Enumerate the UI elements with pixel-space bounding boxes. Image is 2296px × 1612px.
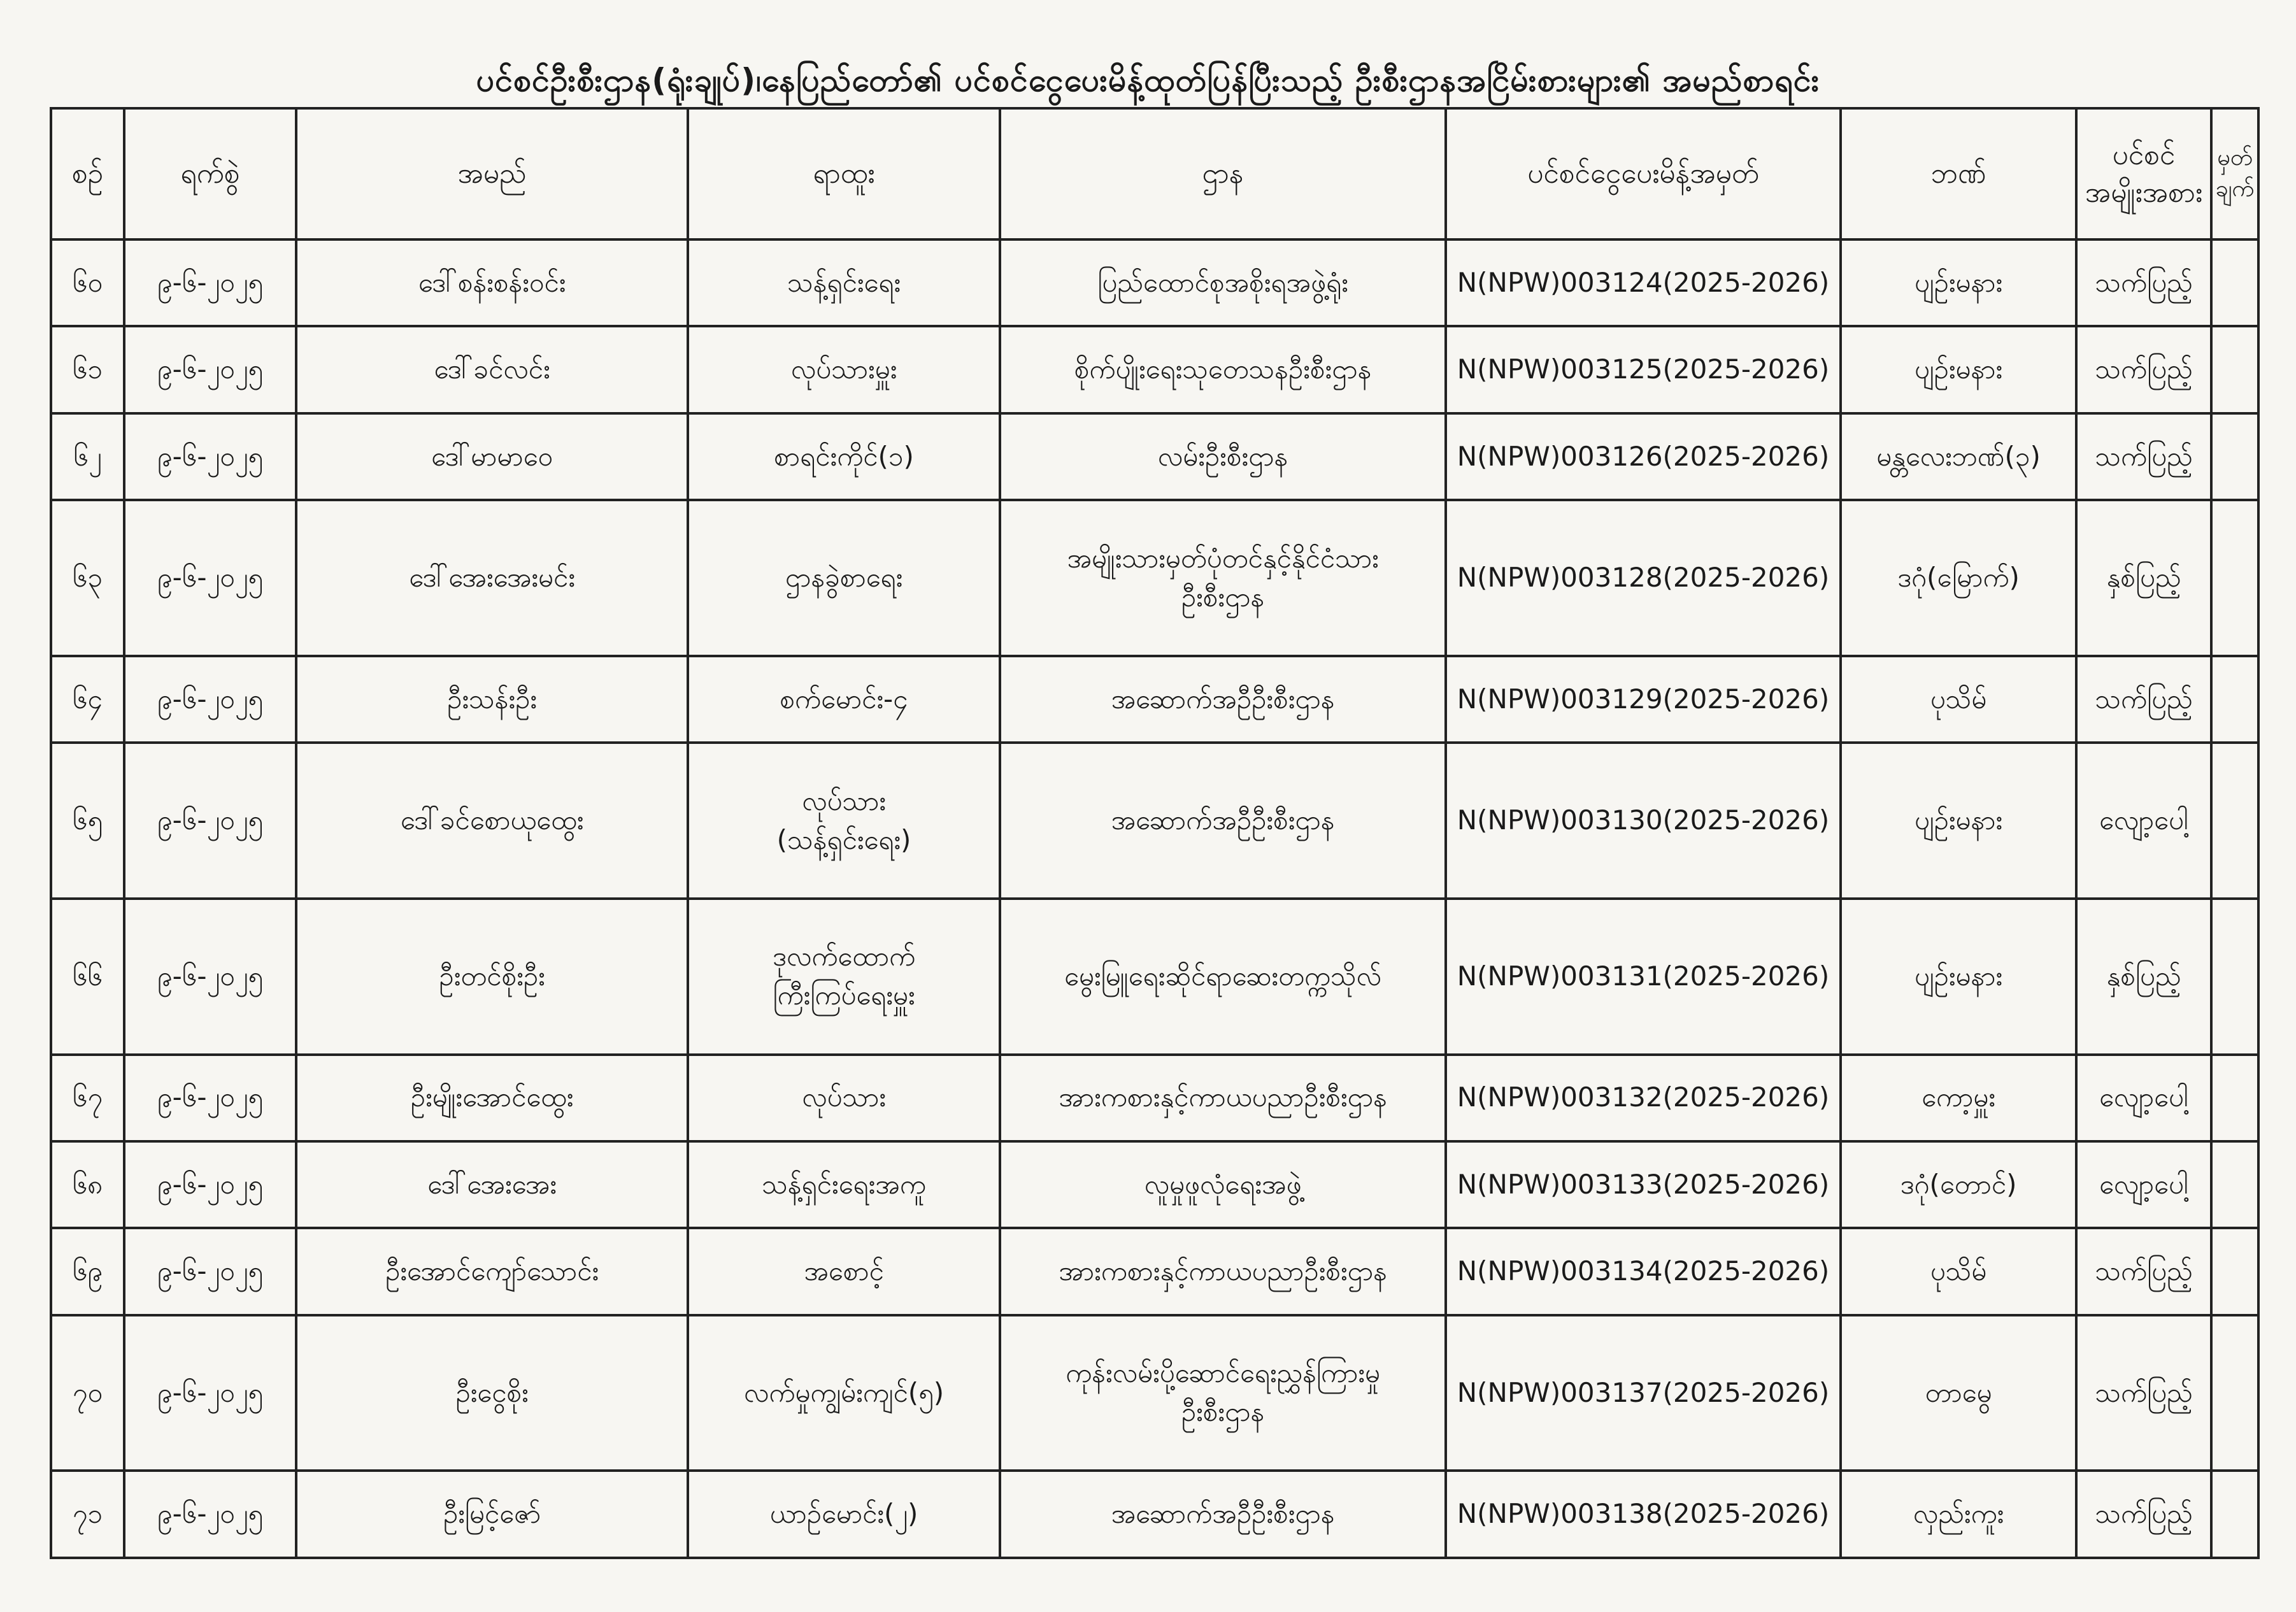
cell-pension-type: သက်ပြည့် (2076, 413, 2211, 500)
cell-department-line: ကုန်းလမ်းပို့ဆောင်ရေးညွှန်ကြားမှု (1066, 1357, 1380, 1389)
header-row (51, 108, 2258, 239)
cell-department-line: လူမှုဖူလုံရေးအဖွဲ့ (1144, 1168, 1302, 1200)
cell-remark (2211, 413, 2258, 500)
cell-rank (688, 1471, 1000, 1558)
cell-name: ဒေါ်ခင်စောယုထွေး (296, 743, 688, 899)
cell-pension-no: N(NPW)003138(2025-2026) (1446, 1471, 1841, 1558)
cell-rank (688, 239, 1000, 326)
cell-remark (2211, 899, 2258, 1055)
table-row (51, 413, 2258, 500)
cell-department (1000, 500, 1446, 656)
cell-rank (688, 326, 1000, 413)
cell-serial: ၆၈ (51, 1141, 124, 1228)
cell-department (1000, 1228, 1446, 1315)
cell-date: ၉-၆-၂၀၂၅ (124, 500, 296, 656)
cell-pension-no: N(NPW)003126(2025-2026) (1446, 413, 1841, 500)
header-pension-type-line2: အမျိုးအစား (2085, 176, 2203, 209)
cell-rank-line: ဒုလက်ထောက် (772, 941, 916, 973)
cell-serial: ၆၁ (51, 326, 124, 413)
cell-rank-line: စက်မောင်း-၄ (780, 683, 908, 715)
header-pension-no: ပင်စင်ငွေပေးမိန့်အမှတ် (1446, 108, 1841, 239)
cell-department-line: စိုက်ပျိုးရေးသုတေသနဦးစီးဌာန (1074, 353, 1372, 385)
table-row (51, 743, 2258, 899)
cell-rank (688, 1141, 1000, 1228)
pension-table (50, 107, 2260, 1559)
cell-serial: ၆၂ (51, 413, 124, 500)
cell-department-line: ဦးစီးဌာန (1181, 1396, 1265, 1428)
table-row (51, 1228, 2258, 1315)
cell-date: ၉-၆-၂၀၂၅ (124, 899, 296, 1055)
cell-rank-line: လုပ်သားမှူး (790, 353, 897, 385)
cell-department-line: အမျိုးသားမှတ်ပုံတင်နှင့်နိုင်ငံသား (1067, 542, 1379, 574)
cell-rank (688, 1315, 1000, 1471)
cell-serial: ၆၉ (51, 1228, 124, 1315)
header-pension-type (2076, 108, 2211, 239)
cell-pension-no: N(NPW)003131(2025-2026) (1446, 899, 1841, 1055)
cell-rank-line: ကြီးကြပ်ရေးမှူး (773, 980, 915, 1011)
cell-bank: ပျဉ်းမနား (1841, 326, 2076, 413)
cell-serial: ၆၆ (51, 899, 124, 1055)
cell-pension-no: N(NPW)003133(2025-2026) (1446, 1141, 1841, 1228)
cell-remark (2211, 1055, 2258, 1141)
cell-serial: ၆၃ (51, 500, 124, 656)
cell-pension-type: လျော့ပေါ့ (2076, 1055, 2211, 1141)
cell-remark (2211, 239, 2258, 326)
header-rank: ရာထူး (688, 108, 1000, 239)
cell-rank-line: ယာဉ်မောင်း(၂) (769, 1498, 918, 1530)
cell-pension-type: လျော့ပေါ့ (2076, 1141, 2211, 1228)
cell-pension-no: N(NPW)003137(2025-2026) (1446, 1315, 1841, 1471)
cell-remark (2211, 1471, 2258, 1558)
cell-department (1000, 656, 1446, 743)
cell-department-line: အဆောက်အဦဦးစီးဌာန (1111, 1498, 1335, 1530)
cell-department (1000, 1315, 1446, 1471)
cell-remark (2211, 326, 2258, 413)
cell-rank (688, 1055, 1000, 1141)
cell-remark (2211, 743, 2258, 899)
cell-department (1000, 743, 1446, 899)
table-row (51, 1055, 2258, 1141)
cell-name: ဦးတင်စိုးဦး (296, 899, 688, 1055)
cell-bank: ပျဉ်းမနား (1841, 239, 2076, 326)
cell-department (1000, 1141, 1446, 1228)
cell-pension-no: N(NPW)003130(2025-2026) (1446, 743, 1841, 899)
cell-department-line: အားကစားနှင့်ကာယပညာဦးစီးဌာန (1059, 1081, 1387, 1113)
cell-date: ၉-၆-၂၀၂၅ (124, 1228, 296, 1315)
cell-name: ဒေါ်အေးအေးမင်း (296, 500, 688, 656)
cell-rank-line: လုပ်သား (802, 785, 886, 817)
header-bank: ဘဏ် (1841, 108, 2076, 239)
cell-pension-type: သက်ပြည့် (2076, 1471, 2211, 1558)
cell-date: ၉-၆-၂၀၂၅ (124, 239, 296, 326)
cell-name: ဦးငွေစိုး (296, 1315, 688, 1471)
cell-rank (688, 743, 1000, 899)
cell-pension-no: N(NPW)003125(2025-2026) (1446, 326, 1841, 413)
cell-date: ၉-၆-၂၀၂၅ (124, 1141, 296, 1228)
table-row (51, 239, 2258, 326)
cell-pension-type: သက်ပြည့် (2076, 326, 2211, 413)
cell-department-line: ဦးစီးဌာန (1181, 581, 1265, 613)
cell-remark (2211, 500, 2258, 656)
cell-pension-type: သက်ပြည့် (2076, 239, 2211, 326)
cell-date: ၉-၆-၂၀၂၅ (124, 1471, 296, 1558)
cell-rank (688, 899, 1000, 1055)
table-row (51, 1141, 2258, 1228)
cell-serial: ၇၁ (51, 1471, 124, 1558)
cell-bank: ပျဉ်းမနား (1841, 899, 2076, 1055)
cell-department (1000, 899, 1446, 1055)
cell-name: ဒေါ်စန်းစန်းဝင်း (296, 239, 688, 326)
cell-date: ၉-၆-၂၀၂၅ (124, 1055, 296, 1141)
cell-date: ၉-၆-၂၀၂၅ (124, 413, 296, 500)
cell-bank: ပုသိမ် (1841, 656, 2076, 743)
cell-pension-type: သက်ပြည့် (2076, 656, 2211, 743)
table-row (51, 1471, 2258, 1558)
cell-date: ၉-၆-၂၀၂၅ (124, 656, 296, 743)
cell-department-line: လမ်းဦးစီးဌာန (1157, 440, 1288, 472)
header-pension-type-line1: ပင်စင် (2112, 138, 2176, 171)
cell-serial: ၆၀ (51, 239, 124, 326)
cell-pension-no: N(NPW)003124(2025-2026) (1446, 239, 1841, 326)
header-name: အမည် (296, 108, 688, 239)
cell-serial: ၆၄ (51, 656, 124, 743)
cell-department (1000, 1055, 1446, 1141)
header-department: ဌာန (1000, 108, 1446, 239)
cell-bank: ကော့မှူး (1841, 1055, 2076, 1141)
cell-rank (688, 500, 1000, 656)
cell-department-line: အားကစားနှင့်ကာယပညာဦးစီးဌာန (1059, 1255, 1387, 1287)
header-date: ရက်စွဲ (124, 108, 296, 239)
cell-pension-type: နှစ်ပြည့် (2076, 899, 2211, 1055)
cell-bank: ဒဂုံ(တောင်) (1841, 1141, 2076, 1228)
header-serial: စဉ် (51, 108, 124, 239)
cell-remark (2211, 656, 2258, 743)
cell-name: ဒေါ်အေးအေး (296, 1141, 688, 1228)
cell-rank (688, 413, 1000, 500)
cell-remark (2211, 1315, 2258, 1471)
cell-name: ဦးမြင့်ဇော် (296, 1471, 688, 1558)
cell-department-line: အဆောက်အဦဦးစီးဌာန (1111, 804, 1335, 836)
cell-bank: တာမွေ (1841, 1315, 2076, 1471)
table-body (51, 239, 2258, 1558)
cell-bank: မန္တလေးဘဏ်(၃) (1841, 413, 2076, 500)
cell-bank: ပုသိမ် (1841, 1228, 2076, 1315)
cell-pension-type: သက်ပြည့် (2076, 1315, 2211, 1471)
cell-name: ဦးသန်းဦး (296, 656, 688, 743)
table-row (51, 899, 2258, 1055)
cell-rank-line: အစောင့် (804, 1255, 884, 1287)
document-title: ပင်စင်ဦးစီးဌာန(ရုံးချုပ်)၊နေပြည်တော်၏ ပင်စင်ငွေပေးမိန့်ထုတ်ပြန်ပြီးသည့် ဦးစီးဌာနအငြိမ်းစားများ၏ အမည်စာရင်း (476, 62, 1820, 99)
cell-remark (2211, 1228, 2258, 1315)
header-remark-line1: မှတ် (2217, 145, 2253, 171)
cell-department (1000, 413, 1446, 500)
cell-rank-line: လက်မှုကျွမ်းကျင်(၅) (743, 1376, 945, 1408)
header-remark-line2: ချက် (2215, 176, 2255, 202)
cell-rank-line: သန့်ရှင်းရေးအကူ (762, 1168, 926, 1200)
cell-bank: လှည်းကူး (1841, 1471, 2076, 1558)
cell-serial: ၆၇ (51, 1055, 124, 1141)
cell-department-line: ပြည်ထောင်စုအစိုးရအဖွဲ့ရုံး (1097, 266, 1348, 298)
cell-date: ၉-၆-၂၀၂၅ (124, 743, 296, 899)
cell-bank: ဒဂုံ(မြောက်) (1841, 500, 2076, 656)
cell-pension-type: လျော့ပေါ့ (2076, 743, 2211, 899)
cell-rank-line: (သန့်ရှင်းရေး) (776, 824, 911, 855)
cell-department-line: အဆောက်အဦဦးစီးဌာန (1111, 683, 1335, 715)
cell-date: ၉-၆-၂၀၂၅ (124, 326, 296, 413)
cell-pension-type: နှစ်ပြည့် (2076, 500, 2211, 656)
cell-rank (688, 1228, 1000, 1315)
cell-pension-type: သက်ပြည့် (2076, 1228, 2211, 1315)
cell-pension-no: N(NPW)003129(2025-2026) (1446, 656, 1841, 743)
cell-name: ဦးမျိုးအောင်ထွေး (296, 1055, 688, 1141)
cell-department (1000, 239, 1446, 326)
cell-name: ဒေါ်မာမာဝေ (296, 413, 688, 500)
cell-rank-line: ဌာနခွဲစာရေး (785, 562, 903, 594)
cell-department-line: မွေးမြူရေးဆိုင်ရာဆေးတက္ကသိုလ် (1064, 960, 1381, 992)
cell-date: ၉-၆-၂၀၂၅ (124, 1315, 296, 1471)
cell-name: ဒေါ်ခင်လင်း (296, 326, 688, 413)
cell-rank-line: လုပ်သား (802, 1081, 886, 1113)
cell-bank: ပျဉ်းမနား (1841, 743, 2076, 899)
cell-pension-no: N(NPW)003128(2025-2026) (1446, 500, 1841, 656)
cell-pension-no: N(NPW)003132(2025-2026) (1446, 1055, 1841, 1141)
cell-rank (688, 656, 1000, 743)
table-row (51, 326, 2258, 413)
cell-serial: ၆၅ (51, 743, 124, 899)
cell-serial: ၇၀ (51, 1315, 124, 1471)
table-row (51, 656, 2258, 743)
cell-rank-line: သန့်ရှင်းရေး (787, 266, 901, 298)
header-remark (2211, 108, 2258, 239)
cell-name: ဦးအောင်ကျော်သောင်း (296, 1228, 688, 1315)
table-row (51, 1315, 2258, 1471)
cell-remark (2211, 1141, 2258, 1228)
table-row (51, 500, 2258, 656)
cell-pension-no: N(NPW)003134(2025-2026) (1446, 1228, 1841, 1315)
cell-department (1000, 326, 1446, 413)
cell-rank-line: စာရင်းကိုင်(၁) (774, 440, 914, 472)
cell-department (1000, 1471, 1446, 1558)
